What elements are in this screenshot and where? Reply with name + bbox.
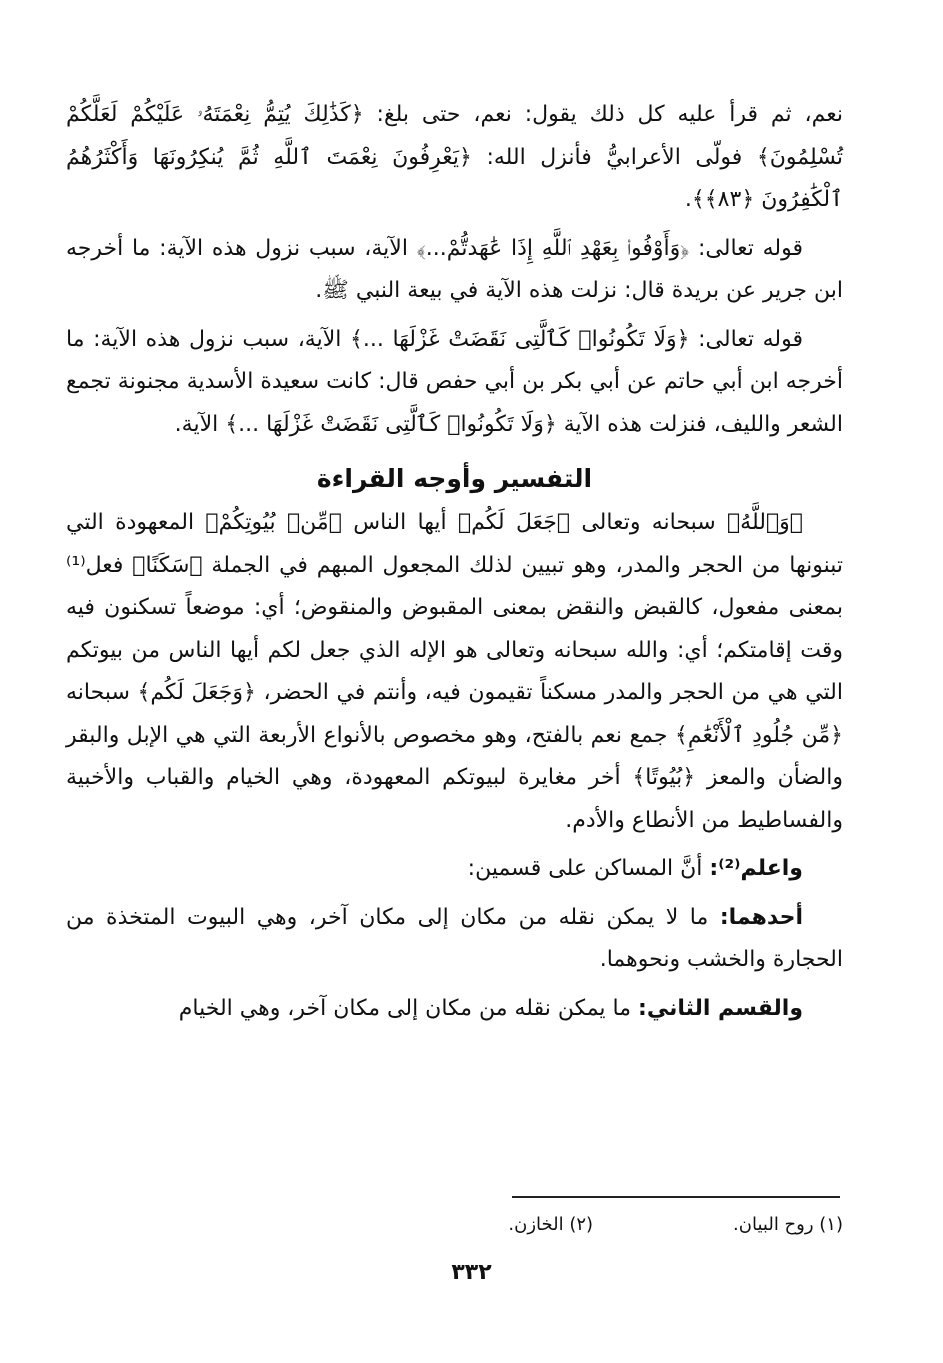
page-number: ٣٣٢ <box>451 1260 492 1285</box>
footnote-1: (١) روح البيان. <box>733 1214 843 1235</box>
paragraph-5-lead: واعلم⁽²⁾: <box>709 856 803 881</box>
paragraph-5-text: أنَّ المساكن على قسمين: <box>467 856 710 881</box>
section-heading: التفسير وأوجه القراءة <box>316 464 593 493</box>
paragraph-1: نعم، ثم قرأ عليه كل ذلك يقول: نعم، حتى بلغ: ﴿كَذَٰلِكَ يُتِمُّ نِعْمَتَهُۥ عَلَيْكُمْ لَعَلَّكُمْ تُسْلِمُونَ﴾ فولّى الأعرابيُّ فأنزل الله: ﴿يَعْرِفُونَ نِعْمَتَ ٱللَّهِ ثُمَّ يُنكِرُونَهَا وَأَكْثَرُهُمُ ٱلْكَٰفِرُونَ ﴿٨٣﴾﴾. <box>66 102 843 212</box>
paragraph-7-lead: والقسم الثاني: <box>638 995 803 1021</box>
paragraph-4: ﴿وَٱللَّهُ﴾ سبحانه وتعالى ﴿جَعَلَ لَكُم﴾ أيها الناس ﴿مِّنۢ بُيُوتِكُمْ﴾ المعهودة التي تبنونها من الحجر والمدر، وهو تبيين لذلك المجعول المبهم في الجملة ﴿سَكَنًا﴾ فعل⁽¹⁾ بمعنى مفعول، كالقبض والنقض بمعنى المقبوض والمنقوض؛ أي: موضعاً تسكنون فيه وقت إقامتكم؛ أي: والله سبحانه وتعالى هو الإله الذي جعل لكم أيها الناس من بيوتكم التي هي من الحجر والمدر مسكناً تقيمون فيه، وأنتم في الحضر، ﴿وَجَعَلَ لَكُم﴾ سبحانه ﴿مِّن جُلُودِ ٱلْأَنْعَٰمِ﴾ جمع نعم بالفتح، وهو مخصوص بالأنواع الأربعة التي هي الإبل والبقر والضأن والمعز ﴿بُيُوتًا﴾ أخر مغايرة لبيوتكم المعهودة، وهي الخيام والقباب والأخبية والفساطيط من الأنطاع والأدم. <box>66 510 843 833</box>
paragraph-2: قوله تعالى: ﴿وَأَوْفُوا۟ بِعَهْدِ ٱللَّهِ إِذَا عَٰهَدتُّمْ...﴾ الآية، سبب نزول هذه الآية: ما أخرجه ابن جرير عن بريدة قال: نزلت هذه الآية في بيعة النبي ﷺ. <box>66 235 843 303</box>
footnotes <box>300 1210 843 1240</box>
paragraph-7-text: ما يمكن نقله من مكان إلى مكان آخر، وهي الخيام <box>178 995 639 1021</box>
paragraph-6-text: ما لا يمكن نقله من مكان إلى مكان آخر، وهي البيوت المتخذة من الحجارة والخشب ونحوهما. <box>66 904 843 972</box>
footnote-separator <box>512 1196 840 1198</box>
paragraph-6-lead: أحدهما: <box>719 904 803 930</box>
main-text <box>66 94 843 1030</box>
paragraph-5 <box>66 848 843 891</box>
paragraph-3: قوله تعالى: ﴿وَلَا تَكُونُوا۟ كَٱلَّتِى نَقَضَتْ غَزْلَهَا ...﴾ الآية، سبب نزول هذه الآية: ما أخرجه ابن أبي حاتم عن أبي بكر بن أبي حفص قال: كانت سعيدة الأسدية مجنونة تجمع الشعر والليف، فنزلت هذه الآية ﴿وَلَا تَكُونُوا۟ كَٱلَّتِى نَقَضَتْ غَزْلَهَا ...﴾ الآية. <box>66 326 843 437</box>
paragraph-6 <box>66 897 843 982</box>
footnote-2: (٢) الخازن. <box>508 1214 594 1235</box>
paragraph-7 <box>66 988 843 1031</box>
